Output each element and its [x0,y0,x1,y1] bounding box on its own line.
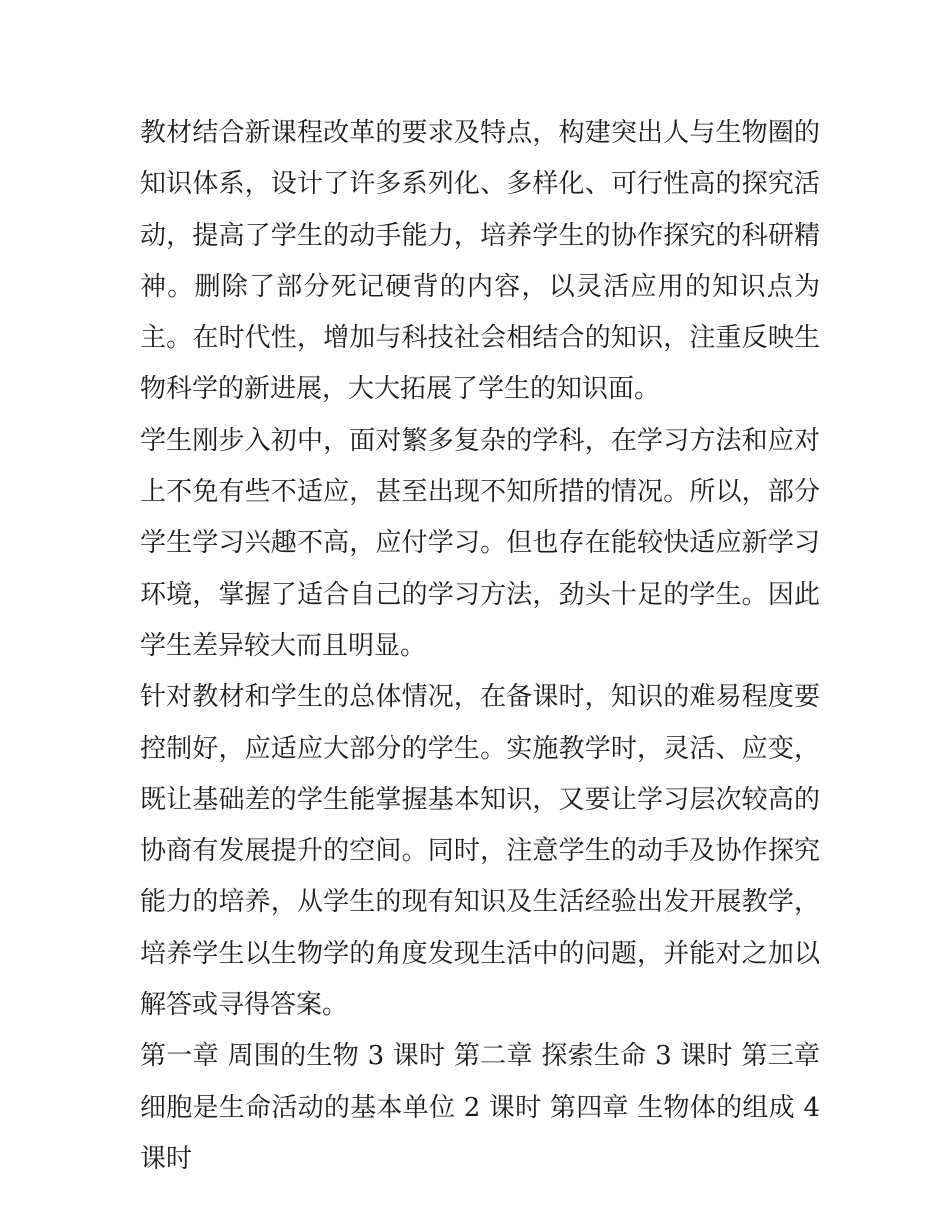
paragraph-chapter-schedule: 第一章 周围的生物 3 课时 第二章 探索生命 3 课时 第三章 细胞是生命活动的基本单位 2 课时 第四章 生物体的组成 4 课时 [140,1041,820,1174]
paragraph-student-analysis: 学生刚步入初中，面对繁多复杂的学科，在学习方法和应对上不免有些不适应，甚至出现不知所措的情况。所以，部分学生学习兴趣不高，应付学习。但也存在能较快适应新学习环境，掌握了适合自己的学习方法，劲头十足的学生。因此学生差异较大而且明显。 [140,425,820,661]
document-body [140,108,820,1185]
paragraph-textbook-analysis: 教材结合新课程改革的要求及特点，构建突出人与生物圈的知识体系，设计了许多系列化、多样化、可行性高的探究活动，提高了学生的动手能力，培养学生的协作探究的科研精神。删除了部分死记硬背的内容，以灵活应用的知识点为主。在时代性，增加与科技社会相结合的知识，注重反映生物科学的新进展，大大拓展了学生的知识面。 [140,118,820,405]
paragraph-teaching-strategy: 针对教材和学生的总体情况，在备课时，知识的难易程度要控制好，应适应大部分的学生。实施教学时，灵活、应变，既让基础差的学生能掌握基本知识，又要让学习层次较高的协商有发展提升的空间。同时，注意学生的动手及协作探究能力的培养，从学生的现有知识及生活经验出发开展教学，培养学生以生物学的角度发现生活中的问题，并能对之加以解答或寻得答案。 [140,682,820,1021]
